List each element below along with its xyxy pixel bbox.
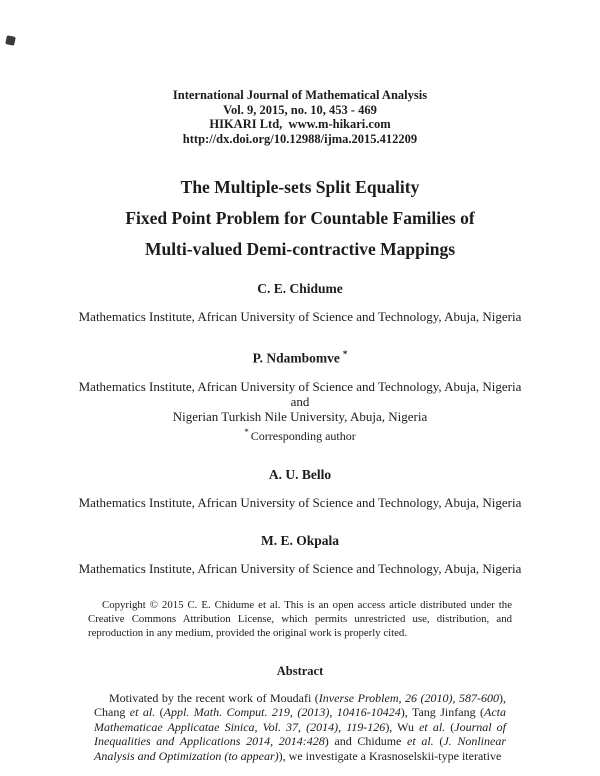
- author-affiliation-chidume: Mathematics Institute, African University of Science and Technology, Abuja, Nigeria: [78, 309, 522, 324]
- title-line-1: The Multiple-sets Split Equality: [180, 177, 420, 197]
- affiliation-conjunction: and: [290, 393, 310, 409]
- corresponding-note-text: Corresponding author: [250, 428, 356, 443]
- author-name-ndambomve: [0, 346, 600, 367]
- abstract-text: Motivated by the recent work of Moudafi (Inverse Problem, 26 (2010), 587-600), Chang et al. (Appl. Math. Comput. 219, (2013), 10416-10424), Tang Jinfang (Acta Mathematicae Applicatae Sinica, Vol. 37, (2014), 119-126), Wu et al. (Journal of Inequalities and Applications 2014, 2014:428) and Chidume et al. (J. Nonlinear Analysis and Optimization (to appear)), we investigate a Krasnoselskii-type iterative: [94, 690, 506, 763]
- authors-section: [0, 280, 600, 576]
- journal-volume-info: Vol. 9, 2015, no. 10, 453 - 469: [223, 102, 377, 117]
- author-name-chidume: C. E. Chidume: [257, 281, 343, 296]
- corresponding-note-marker: *: [244, 426, 249, 437]
- scan-artifact: [5, 35, 16, 46]
- title-line-2: Fixed Point Problem for Countable Families of: [125, 208, 475, 228]
- title-line-3: Multi-valued Demi-contractive Mappings: [144, 239, 456, 259]
- author-affiliation-bello: Mathematics Institute, African University of Science and Technology, Abuja, Nigeria: [78, 494, 522, 510]
- author-name-bello: A. U. Bello: [268, 466, 332, 482]
- copyright-notice: Copyright © 2015 C. E. Chidume et al. This is an open access article distributed under the Creative Commons Attribution License, which permits unrestricted use, distribution, and reproduction in any medium, provided the original work is properly cited.: [88, 598, 512, 639]
- author-name-okpala: M. E. Okpala: [260, 532, 339, 548]
- author-name-ndambomve-text: P. Ndambomve: [252, 350, 340, 366]
- journal-name: International Journal of Mathematical Analysis: [172, 88, 428, 102]
- author-affiliation-okpala: Mathematics Institute, African University of Science and Technology, Abuja, Nigeria: [78, 560, 522, 576]
- corresponding-author-marker: *: [342, 349, 348, 359]
- paper-title: [0, 172, 600, 265]
- journal-doi: http://dx.doi.org/10.12988/ijma.2015.412209: [182, 131, 418, 146]
- author-affiliation-ndambomve-2: Nigerian Turkish Nile University, Abuja, Nigeria: [172, 408, 428, 424]
- abstract-heading: Abstract: [276, 663, 324, 678]
- corresponding-author-note: [0, 425, 600, 444]
- journal-header: [0, 88, 600, 146]
- author-affiliation-ndambomve-1: Mathematics Institute, African University of Science and Technology, Abuja, Nigeria: [78, 378, 522, 394]
- journal-publisher: HIKARI Ltd, www.m-hikari.com: [209, 117, 391, 131]
